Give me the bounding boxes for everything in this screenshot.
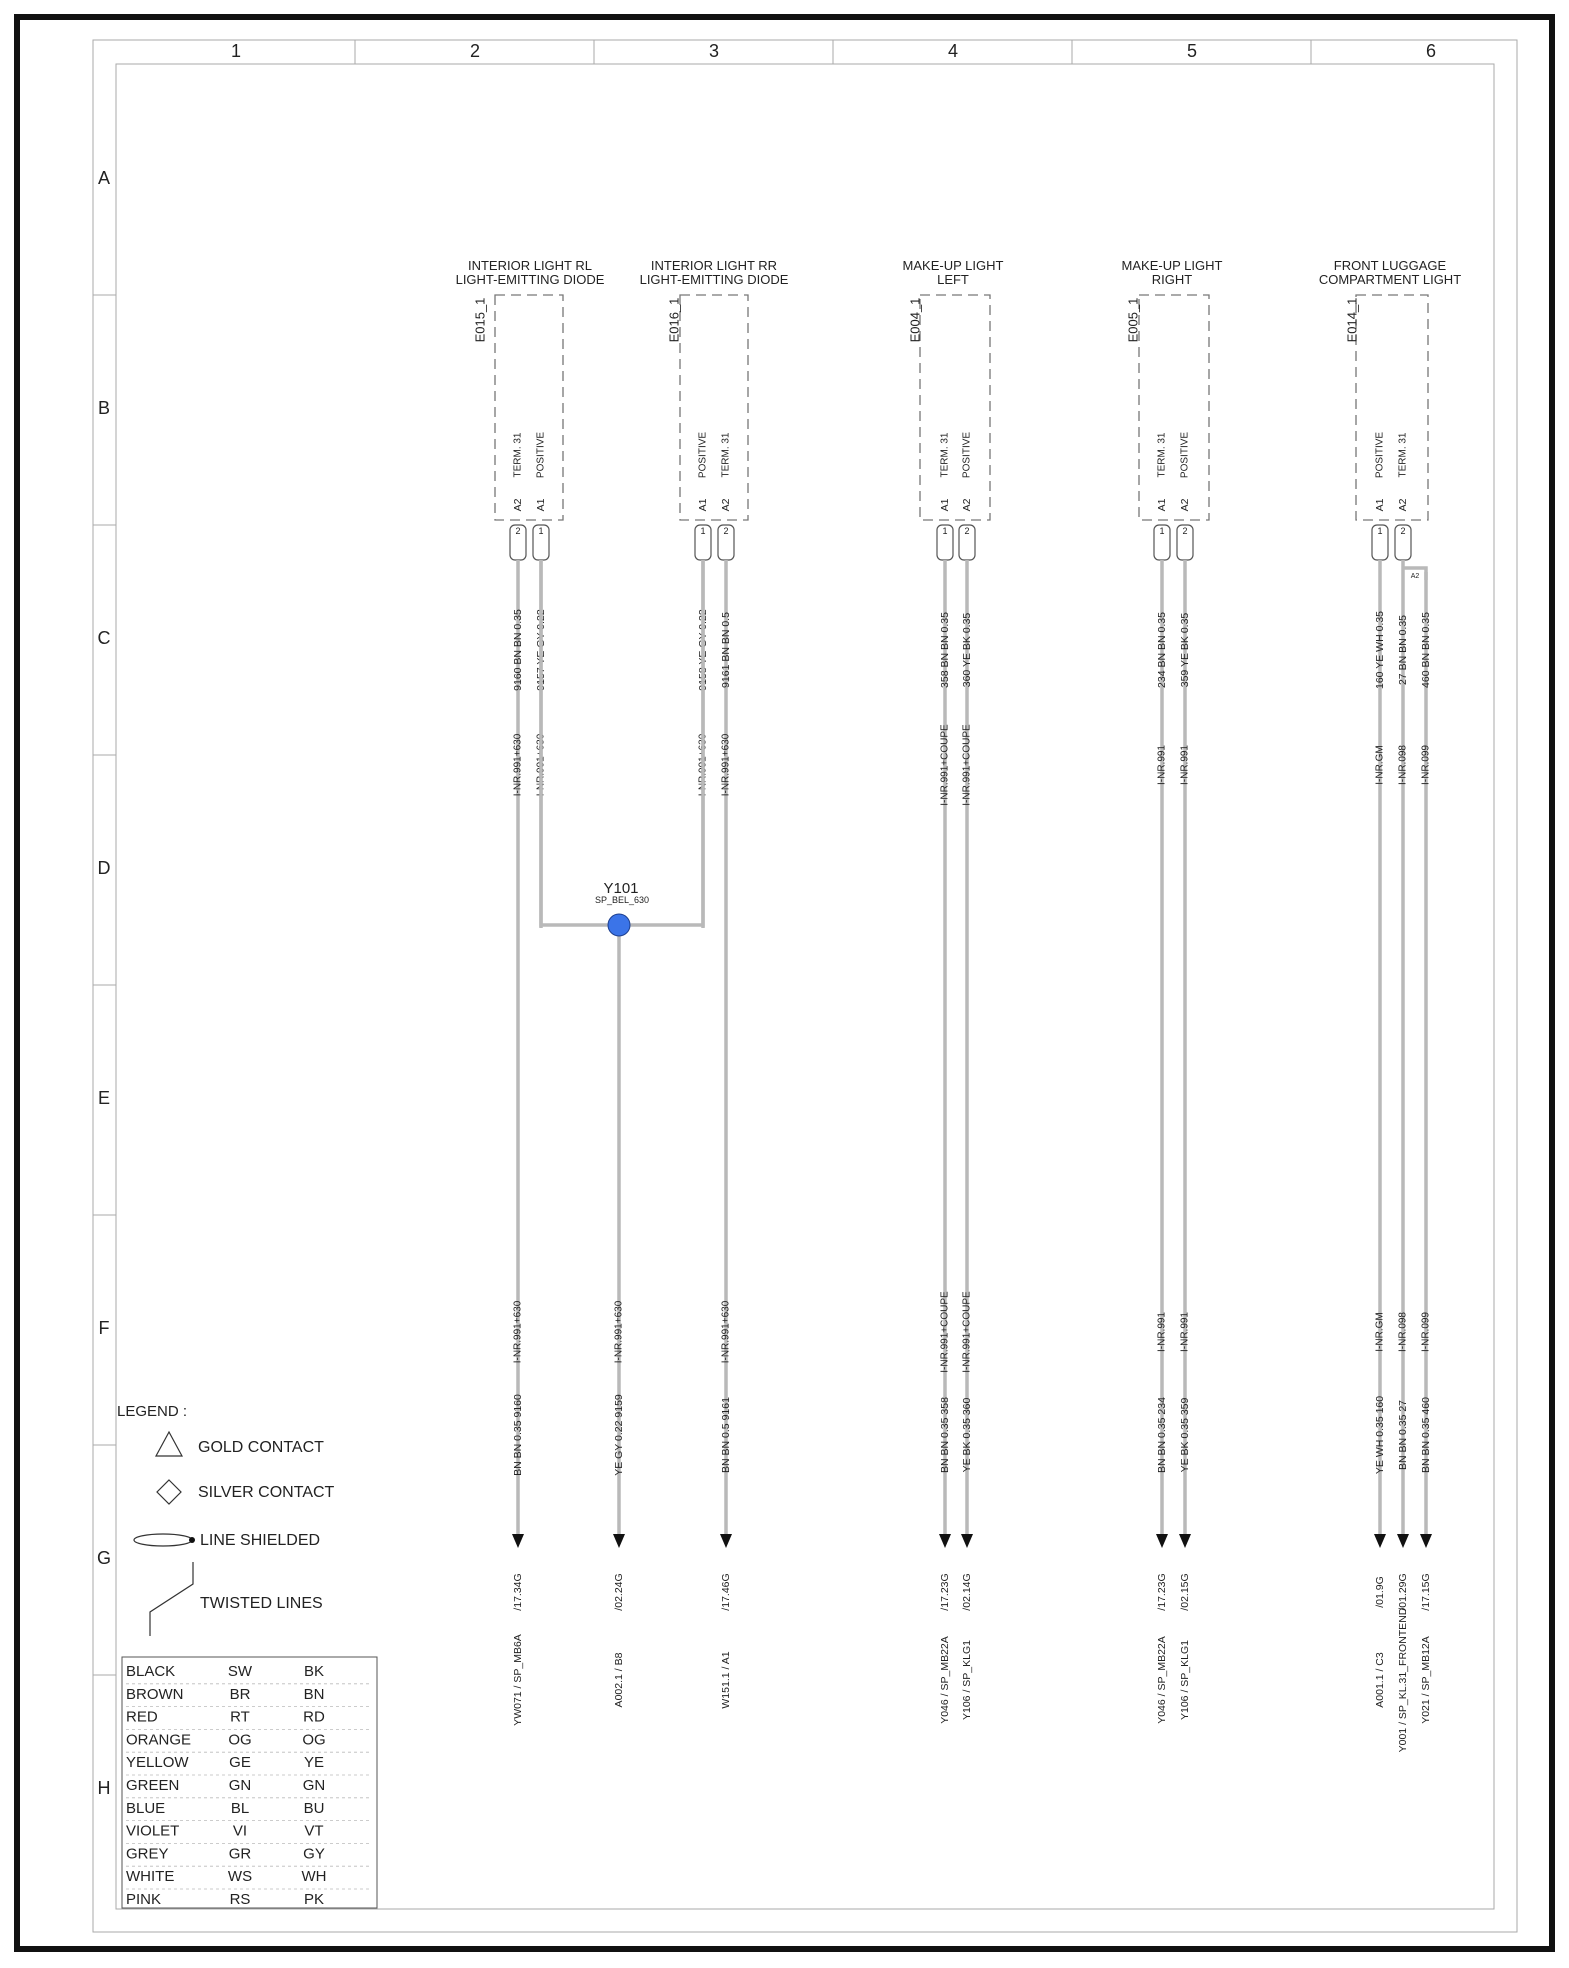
silver-contact-icon: [157, 1480, 181, 1504]
splice-feed-wires: [541, 560, 703, 925]
component-E004_1: [903, 258, 1004, 1724]
pin-name-label: A2: [1397, 498, 1409, 512]
wire-version-top: I-NR.991+630: [535, 733, 547, 797]
color-code-en: BK: [303, 1663, 325, 1680]
pin-name-label: A2: [961, 498, 973, 512]
component-id: E015_1: [472, 297, 488, 343]
color-code-en: WH: [301, 1868, 327, 1886]
arrow-down-icon: [961, 1534, 973, 1548]
pin-number: 2: [1182, 526, 1188, 536]
column-label-5: 5: [1186, 41, 1198, 61]
page-reference: /01.29G: [1397, 1573, 1409, 1611]
pin-function-label: POSITIVE: [535, 431, 547, 479]
component-subtitle: LIGHT-EMITTING DIODE: [455, 272, 605, 287]
pin-number: 1: [1377, 526, 1383, 536]
row-label-G: G: [96, 1548, 112, 1568]
column-label-3: 3: [708, 41, 720, 61]
wire-label-top: 9161 BN BN 0.5: [720, 612, 732, 688]
drawing-frame: [116, 64, 1494, 1909]
components-layer: [456, 258, 1462, 1752]
arrow-down-icon: [1374, 1534, 1386, 1548]
wire-version-bottom: I-NR.991+630: [720, 1300, 732, 1364]
arrow-down-icon: [1397, 1534, 1409, 1548]
twisted-lines-icon: [150, 1562, 193, 1636]
page-reference: /01.9G: [1374, 1576, 1386, 1608]
wire-version-top: I-NR.098: [1397, 744, 1409, 786]
component-title: INTERIOR LIGHT RL: [467, 258, 593, 273]
row-label-H: H: [97, 1778, 111, 1798]
pin-A2: [510, 432, 526, 1726]
pin-function-label: TERM. 31: [512, 432, 524, 478]
component-title: MAKE-UP LIGHT: [1121, 258, 1223, 273]
wire-label-top: 234 BN BN 0.35: [1156, 612, 1168, 688]
wire-version-top: I-NR.991+630: [697, 733, 709, 797]
wire-version-top: I-NR.991+630: [720, 733, 732, 797]
row-label-B: B: [97, 398, 111, 418]
wire-version-top: I-NR.099: [1420, 744, 1432, 786]
wire-label-top: 360 YE BK 0.35: [961, 612, 973, 688]
component-subtitle: RIGHT: [1151, 272, 1193, 287]
row-dividers: [93, 295, 116, 1675]
shielded-line-icon: [134, 1534, 192, 1546]
color-code-de: GE: [229, 1754, 251, 1772]
wire-version-top: I-NR.991: [1156, 744, 1168, 786]
wire-label-top: 359 YE BK 0.35: [1179, 612, 1191, 688]
pin-A1: [937, 432, 953, 1724]
wire-version-bottom: I-NR.991+COUPE: [939, 1291, 951, 1373]
component-E016_1: [640, 258, 789, 1709]
wire-version-bottom: I-NR.099: [1420, 1311, 1432, 1353]
component-E015_1: [456, 258, 605, 1726]
page-reference: /17.46G: [720, 1573, 732, 1611]
arrow-down-icon: [1179, 1534, 1191, 1548]
page-reference: /17.23G: [1156, 1573, 1168, 1611]
wire-label-top: 9157 YE GY 0.22: [535, 609, 547, 691]
component-subtitle: COMPARTMENT LIGHT: [1318, 272, 1462, 287]
color-code-en: GN: [302, 1777, 326, 1794]
destination-label: Y046 / SP_MB22A: [1156, 1636, 1168, 1724]
color-name: GREEN: [126, 1777, 180, 1794]
color-code-de: SW: [227, 1663, 253, 1680]
bridge-label: A2: [1410, 573, 1420, 580]
pin-number: 1: [942, 526, 948, 536]
destination-label: W151.1 / A1: [720, 1651, 732, 1709]
destination-label: YW071 / SP_MB6A: [512, 1634, 524, 1726]
wire-label-top: 27 BN BN 0.35: [1397, 614, 1409, 686]
splice-layer: [541, 560, 703, 1707]
component-E005_1: [1122, 258, 1223, 1724]
row-label-C: C: [97, 628, 111, 648]
wire-version-bottom: I-NR.991+630: [512, 1300, 524, 1364]
row-labels: [97, 168, 111, 1798]
arrow-down-icon: [1156, 1534, 1168, 1548]
wire-label-bottom: BN BN 0.35 9160: [512, 1394, 524, 1476]
arrow-down-icon: [613, 1534, 625, 1548]
pin-A2: [1177, 432, 1193, 1720]
wire-label-top: 160 YE WH 0.35: [1374, 610, 1386, 690]
color-name: VIOLET: [126, 1822, 180, 1840]
component-title: MAKE-UP LIGHT: [902, 258, 1004, 273]
arrow-down-icon: [939, 1534, 951, 1548]
wire-label-top: 9158 YE GY 0.22: [697, 609, 709, 691]
column-label-1: 1: [230, 41, 242, 61]
color-name: RED: [126, 1708, 158, 1726]
grid-frame: [93, 40, 1517, 1932]
pin-number: 2: [964, 526, 970, 536]
wire-version-bottom: I-NR.991+COUPE: [961, 1291, 973, 1373]
pin-number: 2: [515, 526, 521, 536]
column-dividers: [355, 40, 1311, 64]
color-code-en: VT: [304, 1822, 324, 1840]
wire-label-bottom: BN BN 0.35 27: [1397, 1399, 1409, 1471]
component-subtitle: LIGHT-EMITTING DIODE: [639, 272, 789, 287]
legend: [117, 1403, 377, 1908]
splice-sub: SP_BEL_630: [594, 895, 650, 905]
color-code-en: BU: [303, 1799, 325, 1817]
component-box: [680, 295, 748, 520]
color-code-en: PK: [303, 1891, 325, 1908]
color-name: YELLOW: [126, 1754, 189, 1772]
wire-label-top: 460 BN BN 0.35: [1420, 612, 1432, 688]
row-label-D: D: [97, 858, 111, 878]
wire-version-top: I-NR.991+COUPE: [939, 724, 951, 806]
component-id: E014_1: [1344, 297, 1360, 343]
page-reference: /02.15G: [1179, 1573, 1191, 1611]
page-reference: /17.34G: [512, 1573, 524, 1611]
pin-function-label: POSITIVE: [1374, 431, 1386, 479]
pin-name-label: A1: [535, 498, 547, 512]
row-label-F: F: [98, 1318, 110, 1338]
pin-name-label: A1: [1374, 498, 1386, 512]
pin-name-label: A1: [939, 498, 951, 512]
color-code-de: BL: [230, 1799, 250, 1817]
destination-label: Y001 / SP_KL.31_FRONTEND: [1397, 1607, 1409, 1753]
legend-silver-contact: SILVER CONTACT: [198, 1484, 335, 1501]
outer-border: [17, 17, 1552, 1949]
pin-number: 1: [1159, 526, 1165, 536]
color-code-en: RD: [303, 1708, 325, 1726]
component-box: [920, 295, 990, 520]
row-label-E: E: [97, 1088, 111, 1108]
color-name: PINK: [126, 1891, 162, 1908]
wire-version-bottom: I-NR.098: [1397, 1311, 1409, 1353]
arrow-down-icon: [512, 1534, 524, 1548]
column-label-6: 6: [1425, 41, 1437, 61]
component-subtitle: LEFT: [937, 272, 969, 287]
color-name: BLUE: [126, 1799, 166, 1817]
pin-name-label: A1: [697, 498, 709, 512]
legend-gold-contact: GOLD CONTACT: [198, 1439, 324, 1456]
row-label-A: A: [97, 168, 111, 188]
pin-number: 1: [538, 526, 544, 536]
wire-label-bottom: BN BN 0.5 9161: [720, 1397, 732, 1473]
pin-bridge: [1420, 572, 1432, 1724]
component-box: [1356, 295, 1428, 520]
color-name: GREY: [126, 1845, 169, 1863]
pin-number: 2: [1400, 526, 1406, 536]
pin-A1: [1372, 432, 1388, 1708]
splice-page-reference: /02.24G: [613, 1573, 625, 1611]
pin-number: 2: [723, 526, 729, 536]
color-name: WHITE: [126, 1868, 175, 1886]
column-label-2: 2: [469, 41, 481, 61]
color-name: BROWN: [126, 1685, 184, 1703]
arrow-down-icon: [1420, 1534, 1432, 1548]
pin-function-label: TERM. 31: [939, 432, 951, 478]
color-name: BLACK: [126, 1663, 176, 1680]
component-id: E004_1: [907, 297, 923, 343]
splice-node: [608, 914, 630, 936]
arrow-down-icon: [720, 1534, 732, 1548]
pin-function-label: POSITIVE: [697, 431, 709, 479]
pin-number: 1: [700, 526, 706, 536]
wire-version-top: I-NR.991: [1179, 744, 1191, 786]
color-code-de: GN: [228, 1777, 252, 1794]
wire-label-bottom: BN BN 0.35 234: [1156, 1397, 1168, 1473]
pin-function-label: POSITIVE: [961, 431, 973, 479]
component-title: INTERIOR LIGHT RR: [650, 258, 778, 273]
pin-A1: [1154, 432, 1170, 1724]
pin-name-label: A2: [1179, 498, 1191, 512]
color-code-table: [126, 1663, 370, 1908]
wire-label-top: 358 BN BN 0.35: [939, 612, 951, 688]
component-id: E016_1: [666, 297, 682, 343]
page-reference: /02.14G: [961, 1573, 973, 1611]
destination-label: Y046 / SP_MB22A: [939, 1636, 951, 1724]
pin-name-label: A1: [1156, 498, 1168, 512]
wire-version-top: I-NR.991+COUPE: [961, 724, 973, 806]
pin-function-label: POSITIVE: [1179, 431, 1191, 479]
wire-label-bottom: YE BK 0.35 360: [961, 1397, 973, 1473]
color-code-de: BR: [229, 1685, 251, 1703]
pin-function-label: TERM. 31: [1156, 432, 1168, 478]
color-code-en: BN: [303, 1685, 325, 1703]
wire-version-bottom: I-NR.GM: [1374, 1312, 1386, 1352]
color-code-de: VI: [232, 1822, 248, 1840]
color-code-en: OG: [302, 1731, 326, 1749]
component-id: E005_1: [1125, 297, 1141, 343]
component-E014_1: [1319, 258, 1461, 1752]
wire-version-top: I-NR.991+630: [512, 733, 524, 797]
wire-label-bottom: YE BK 0.35 359: [1179, 1397, 1191, 1473]
legend-twisted-lines: TWISTED LINES: [200, 1595, 323, 1612]
gold-contact-icon: [156, 1432, 182, 1456]
component-box: [495, 295, 563, 520]
color-name: ORANGE: [126, 1731, 192, 1749]
destination-label: Y021 / SP_MB12A: [1420, 1636, 1432, 1724]
shield-dot-icon: [189, 1537, 195, 1543]
wire-version-bottom: I-NR.991: [1179, 1311, 1191, 1353]
color-code-en: GY: [303, 1845, 325, 1863]
wire-version-top: I-NR.GM: [1374, 745, 1386, 785]
splice-wire-label: YE GY 0.22 9159: [613, 1394, 625, 1476]
splice-name: Y101: [603, 880, 639, 897]
destination-label: Y106 / SP_KLG1: [961, 1640, 973, 1720]
component-box: [1139, 295, 1209, 520]
wire-label-bottom: BN BN 0.35 460: [1420, 1397, 1432, 1473]
page-reference: /17.15G: [1420, 1573, 1432, 1611]
destination-label: A001.1 / C3: [1374, 1652, 1386, 1708]
pin-name-label: A2: [512, 498, 524, 512]
pin-name-label: A2: [720, 498, 732, 512]
component-title: FRONT LUGGAGE: [1333, 258, 1447, 273]
color-code-de: WS: [227, 1868, 253, 1886]
column-label-4: 4: [947, 41, 959, 61]
color-code-en: YE: [303, 1754, 325, 1772]
splice-destination: A002.1 / B8: [613, 1652, 625, 1708]
wire-label-bottom: YE WH 0.35 160: [1374, 1395, 1386, 1475]
page-reference: /17.23G: [939, 1573, 951, 1611]
legend-title: LEGEND :: [117, 1403, 188, 1420]
wire-label-top: 9160 BN BN 0.35: [512, 609, 524, 691]
pin-function-label: TERM. 31: [1397, 432, 1409, 478]
splice-version-label: I-NR.991+630: [613, 1300, 625, 1364]
legend-line-shielded: LINE SHIELDED: [200, 1532, 321, 1549]
pin-A2: [1395, 432, 1411, 1752]
color-code-de: GR: [228, 1845, 252, 1863]
color-code-de: RS: [229, 1891, 251, 1908]
wire-version-bottom: I-NR.991: [1156, 1311, 1168, 1353]
pin-A2: [959, 432, 975, 1720]
color-code-de: RT: [230, 1708, 250, 1726]
destination-label: Y106 / SP_KLG1: [1179, 1640, 1191, 1720]
pin-A2: [718, 432, 734, 1709]
color-code-de: OG: [228, 1731, 252, 1749]
wire-label-bottom: BN BN 0.35 358: [939, 1397, 951, 1473]
pin-function-label: TERM. 31: [720, 432, 732, 478]
